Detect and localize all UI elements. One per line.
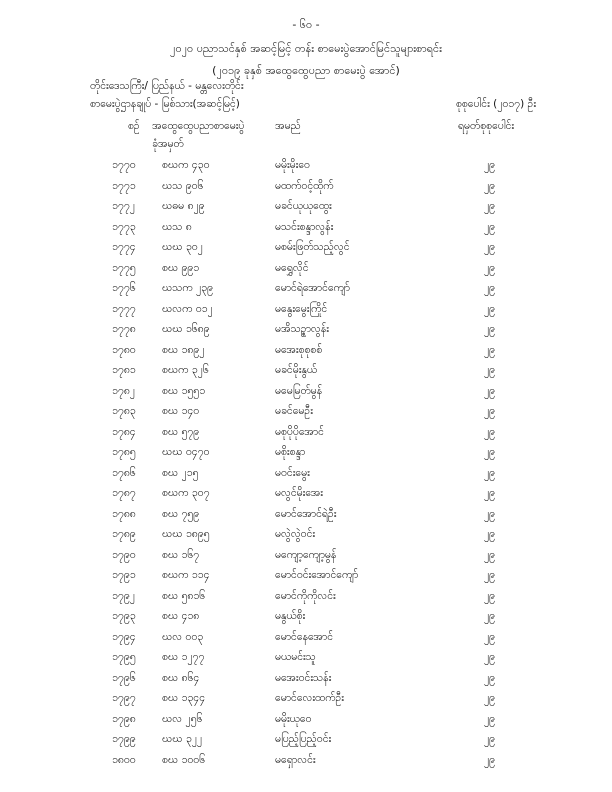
total-marks: ၂၉ xyxy=(484,343,496,356)
student-name: မရွှေလိုင် xyxy=(275,261,309,274)
student-name: မောင်အောင်ရဲဦး xyxy=(275,507,337,520)
table-row xyxy=(0,710,612,731)
student-name: မယမင်းသူ xyxy=(275,651,316,663)
student-name: မမိုးယုဝေ xyxy=(275,712,312,725)
registration-number: စဃ ၅၈၁၆ xyxy=(162,589,206,602)
row-number: ၁၇၇၀ xyxy=(112,159,136,171)
student-name: မထက်ဝင့်ထိုက် xyxy=(275,179,334,192)
table-row xyxy=(0,628,612,649)
total-marks: ၂၉ xyxy=(484,282,496,294)
student-name: မလွဲလွဲဝင်း xyxy=(275,528,316,540)
registration-number: စဃ ၁၃၄၄ xyxy=(162,692,206,704)
row-number: ၁၇၇၅ xyxy=(112,261,136,274)
row-number: ၁၇၈၉ xyxy=(112,528,136,540)
student-name: မရှောလင်း xyxy=(275,753,316,766)
total-marks: ၂၉ xyxy=(484,364,496,376)
column-header-name: အမည် xyxy=(275,120,301,132)
student-name: မပြည့်ပြည့်ဝင်း xyxy=(275,733,332,745)
total-marks: ၂၉ xyxy=(484,200,496,212)
registration-number: ဃလ ၀၀၃ xyxy=(162,630,204,643)
results-table xyxy=(0,156,612,771)
total-marks: ၂၉ xyxy=(484,405,496,417)
registration-number: စဃ ၈၆၄ xyxy=(162,671,200,684)
table-row xyxy=(0,648,612,669)
registration-number: စဃ ၁၅၅၁ xyxy=(162,384,206,397)
total-marks: ၂၉ xyxy=(484,733,496,745)
student-name: မကျော့ကျော့မွန် xyxy=(275,548,337,561)
student-name: မောင်နေအောင် xyxy=(275,630,334,643)
column-header-registration: အထွေထွေပညာစာမေးပွဲ xyxy=(152,120,245,132)
row-number: ၁၇၈၀ xyxy=(112,343,136,356)
table-row xyxy=(0,382,612,403)
table-row xyxy=(0,341,612,362)
row-number: ၁၇၉၄ xyxy=(112,630,136,643)
student-name: မောင်ကိုကိုလင်း xyxy=(275,589,336,602)
row-number: ၁၇၇၃ xyxy=(112,220,136,233)
row-number: ၁၇၉၈ xyxy=(112,712,136,725)
row-number: ၁၇၈၇ xyxy=(112,487,136,499)
registration-number: စဃက ၃၂၆ xyxy=(162,364,209,376)
table-row xyxy=(0,361,612,382)
student-name: မခင်ယုယုထွေး xyxy=(275,200,332,212)
student-name: မသင်းစန္ဒာလွန်း xyxy=(275,220,334,233)
table-row xyxy=(0,505,612,526)
registration-number: စဃ ၁၆၇ xyxy=(162,548,200,561)
table-row xyxy=(0,751,612,772)
table-row xyxy=(0,484,612,505)
total-marks: ၂၉ xyxy=(484,384,496,397)
row-number: ၁၇၇၇ xyxy=(112,302,136,315)
registration-number: စဃ ၁၂၇၇ xyxy=(162,651,205,663)
student-name: မမိုးမိုးဝေ xyxy=(275,159,310,171)
total-marks: ၂၉ xyxy=(484,651,496,663)
registration-number: ဃဃ ၁၈၉၅ xyxy=(162,528,210,540)
table-row xyxy=(0,300,612,321)
table-row xyxy=(0,587,612,608)
student-name: မောင်ရဲအောင်ကျော် xyxy=(275,282,350,294)
table-row xyxy=(0,423,612,444)
total-marks: ၂၉ xyxy=(484,261,496,274)
registration-number: စဃ ၁၄၀ xyxy=(162,405,200,417)
total-marks: ၂၉ xyxy=(484,589,496,602)
table-row xyxy=(0,320,612,341)
table-row xyxy=(0,156,612,177)
table-row xyxy=(0,669,612,690)
registration-number: စဃ ၇၅၉ xyxy=(162,507,200,520)
region-line: တိုင်းဒေသကြီး/ ပြည်နယ် - မန္တလေးတိုင်း xyxy=(90,80,244,92)
row-number: ၁၇၈၃ xyxy=(112,405,136,417)
student-name: မောင်ဝင်းအောင်ကျော် xyxy=(275,569,359,581)
registration-number: စဃက ၄၃၀ xyxy=(162,159,210,171)
row-number: ၁၇၉၃ xyxy=(112,610,136,622)
total-marks: ၂၉ xyxy=(484,548,496,561)
registration-number: စဃ ၁၈၉၂ xyxy=(162,343,205,356)
table-row xyxy=(0,525,612,546)
registration-number: စဃ ၂၁၅ xyxy=(162,466,199,479)
registration-number: ဃလက ၀၁၂ xyxy=(162,302,213,315)
total-marks: ၂၉ xyxy=(484,671,496,684)
table-row xyxy=(0,259,612,280)
student-name: မနွယ်စိုး xyxy=(275,610,306,622)
total-marks: ၂၉ xyxy=(484,425,496,438)
row-number: ၁၇၈၆ xyxy=(112,466,136,479)
student-name: မအေးစုစုစစ် xyxy=(275,343,323,356)
row-number: ၁၇၇၁ xyxy=(112,179,136,192)
student-name: မအေးဝင်းသန်း xyxy=(275,671,332,684)
table-row xyxy=(0,689,612,710)
registration-number: စဃက ၃၀၇ xyxy=(162,487,210,499)
row-number: ၁၇၉၇ xyxy=(112,692,136,704)
registration-number: ဃသ ၉၀၆ xyxy=(162,179,204,192)
table-row xyxy=(0,197,612,218)
row-number: ၁၇၈၄ xyxy=(112,425,136,438)
registration-number: ဃဃ ၃၀၂ xyxy=(162,241,203,253)
total-marks: ၂၉ xyxy=(484,446,496,458)
row-number: ၁၇၈၂ xyxy=(112,384,135,397)
row-number: ၁၇၉၂ xyxy=(112,589,135,602)
row-number: ၁၇၉၁ xyxy=(112,569,136,581)
total-marks: ၂၉ xyxy=(484,692,496,704)
total-marks: ၂၉ xyxy=(484,159,496,171)
student-name: မဝင်းမွေး xyxy=(275,466,310,479)
row-number: ၁၇၉၀ xyxy=(112,548,136,561)
total-marks: ၂၉ xyxy=(484,466,496,479)
table-row xyxy=(0,238,612,259)
registration-number: စဃက ၁၁၄ xyxy=(162,569,210,581)
page-number: - ၆၀ - xyxy=(292,18,320,31)
total-marks: ၂၉ xyxy=(484,487,496,499)
table-row xyxy=(0,607,612,628)
table-row xyxy=(0,218,612,239)
total-marks: ၂၉ xyxy=(484,179,496,192)
student-name: မောင်လေးထက်ဦး xyxy=(275,692,344,704)
row-number: ၁၇၇၈ xyxy=(112,323,136,335)
row-number: ၁၇၈၁ xyxy=(112,364,136,376)
registration-number: ဃဃ ၀၄၇၀ xyxy=(162,446,210,458)
row-number: ၁၇၇၂ xyxy=(112,200,135,212)
student-name: မစမ်းဖြတ်သည့်လွင် xyxy=(275,241,350,253)
registration-number: စဃ ၉၉၁ xyxy=(162,261,200,274)
total-marks: ၂၉ xyxy=(484,220,496,233)
column-header-registration-sub: ခုံအမှတ် xyxy=(152,138,184,150)
registration-number: ဃဓမ ၈၂၉ xyxy=(162,200,205,212)
registration-number: ဃသ ၈ xyxy=(162,220,192,233)
table-row xyxy=(0,177,612,198)
student-name: မလွင်မိုးအေး xyxy=(275,487,323,499)
column-header-marks: ရမှတ်စုစုပေါင်း xyxy=(458,120,515,132)
table-row xyxy=(0,464,612,485)
total-marks: ၂၉ xyxy=(484,630,496,643)
student-name: မခင်မေဦး xyxy=(275,405,313,417)
student-name: မစုပိုပိုအောင် xyxy=(275,425,324,438)
row-number: ၁၇၇၄ xyxy=(112,241,136,253)
row-number: ၁၇၈၈ xyxy=(112,507,136,520)
table-row xyxy=(0,443,612,464)
row-number: ၁၇၈၅ xyxy=(112,446,136,458)
table-row xyxy=(0,546,612,567)
total-marks: ၂၉ xyxy=(484,610,496,622)
registration-number: ဃဃ ၁၆၈၉ xyxy=(162,323,210,335)
total-marks: ၂၉ xyxy=(484,528,496,540)
registration-number: စဃ ၁၀၀၆ xyxy=(162,753,206,766)
row-number: ၁၈၀၀ xyxy=(112,753,136,766)
table-row xyxy=(0,279,612,300)
student-name: မခင်မိုးနွယ် xyxy=(275,364,318,376)
total-marks: ၂၉ xyxy=(484,507,496,520)
student-name: မနွေးမွေးကြိုင် xyxy=(275,302,328,315)
table-row xyxy=(0,730,612,751)
registration-number: စဃ ၅၇၉ xyxy=(162,425,200,438)
total-marks: ၂၉ xyxy=(484,241,496,253)
student-name: မစိုးစန္ဒာ xyxy=(275,446,306,458)
student-name: မအိသဉ္စာလွန်း xyxy=(275,323,329,335)
total-marks: ၂၉ xyxy=(484,302,496,315)
row-number: ၁၇၇၆ xyxy=(112,282,136,294)
column-header-no: စဉ် xyxy=(128,120,140,132)
total-marks: ၂၉ xyxy=(484,323,496,335)
exam-center-line: စာမေးပွဲဌာနချုပ် - မြစ်သား(အဆင့်မြင့်) xyxy=(90,98,240,110)
registration-number: စဃ ၄၁၈ xyxy=(162,610,200,622)
registration-number: ဃဃ ၃၂၂ xyxy=(162,733,203,745)
table-row xyxy=(0,566,612,587)
row-number: ၁၇၉၅ xyxy=(112,651,136,663)
registration-number: ဃလ ၂၅၆ xyxy=(162,712,203,725)
total-marks: ၂၉ xyxy=(484,712,496,725)
total-marks: ၂၉ xyxy=(484,569,496,581)
table-row xyxy=(0,402,612,423)
total-marks: ၂၉ xyxy=(484,753,496,766)
row-number: ၁၇၉၆ xyxy=(112,671,136,684)
row-number: ၁၇၉၉ xyxy=(112,733,136,745)
document-title: ၂၀၂၀ ပညာသင်နှစ် အဆင့်မြင့် တန်း စာမေးပွဲအောင်မြင်သူများစာရင်း xyxy=(170,42,442,55)
student-name: မမေမြတ်မွန် xyxy=(275,384,323,397)
total-count: စုစုပေါင်း (၂၀၁၇) ဦး xyxy=(455,98,536,110)
document-subtitle: (၂၀၁၉ ခုနှစ် အထွေထွေပညာ စာမေးပွဲ အောင်) xyxy=(212,64,400,77)
registration-number: ဃသက ၂၃၉ xyxy=(162,282,213,294)
